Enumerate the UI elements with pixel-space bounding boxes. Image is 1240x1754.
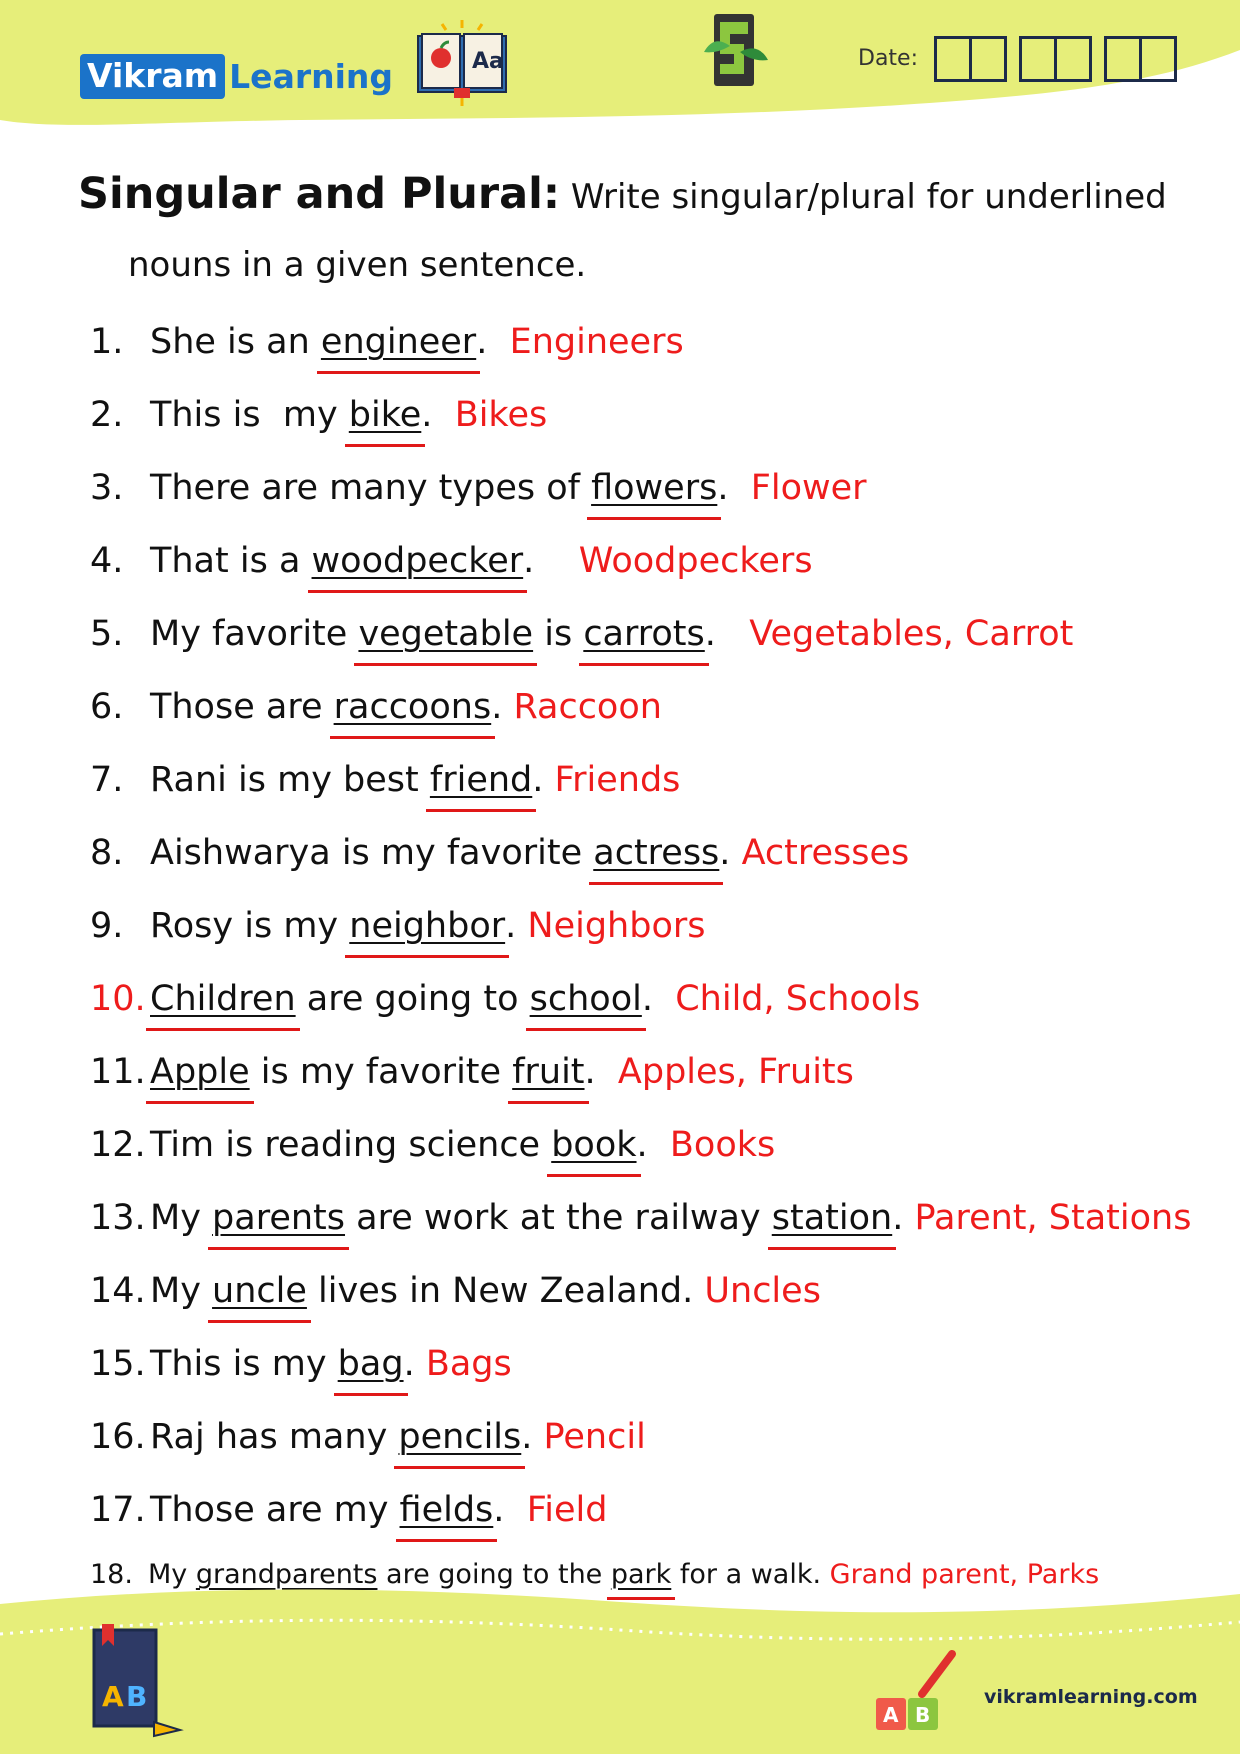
- sentence-text: .: [704, 614, 750, 654]
- exercise-item: [90, 1255, 1191, 1328]
- exercise-item: [90, 890, 1191, 963]
- answer-text: Uncles: [704, 1271, 821, 1311]
- date-year-boxes[interactable]: [1104, 36, 1177, 82]
- sentence-text: .: [505, 906, 528, 946]
- item-sentence: [150, 306, 498, 379]
- item-number: 3.: [90, 468, 124, 508]
- ab-blocks-pencil-icon: [872, 1648, 962, 1734]
- sentence-text: .: [491, 687, 514, 727]
- underlined-noun: flowers: [591, 468, 718, 508]
- underlined-noun: woodpecker: [311, 541, 524, 581]
- date-cell[interactable]: [969, 39, 1004, 79]
- underlined-noun: school: [529, 979, 642, 1019]
- title-instruction-line2: nouns in a given sentence.: [128, 245, 587, 285]
- sentence-text: for a walk.: [671, 1559, 830, 1590]
- underlined-noun: Apple: [150, 1052, 250, 1092]
- item-sentence: [150, 744, 555, 817]
- date-day-boxes[interactable]: [934, 36, 1007, 82]
- sentence-text: .: [532, 760, 555, 800]
- item-sentence: [150, 1109, 670, 1182]
- sentence-text: is: [533, 614, 584, 654]
- underlined-noun: friend: [429, 760, 533, 800]
- sentence-text: Aishwarya is my favorite: [150, 833, 594, 873]
- answer-text: Apples, Fruits: [617, 1052, 854, 1092]
- item-sentence: [150, 963, 675, 1036]
- underlined-noun: fields: [399, 1490, 494, 1530]
- sentence-text: is my favorite: [249, 1052, 513, 1092]
- answer-text: Field: [526, 1490, 608, 1530]
- exercise-item: [90, 671, 1191, 744]
- underlined-noun: Children: [150, 979, 296, 1019]
- sentence-text: .: [521, 1417, 544, 1457]
- underlined-noun: raccoons: [333, 687, 492, 727]
- underlined-noun: uncle: [212, 1271, 307, 1311]
- answer-text: Grand parent, Parks: [829, 1559, 1100, 1590]
- sentence-text: Raj has many: [150, 1417, 399, 1457]
- sentence-text: That is a: [150, 541, 312, 581]
- sentence-text: My: [150, 1198, 213, 1238]
- item-sentence: [150, 817, 742, 890]
- worksheet-title: [78, 160, 1178, 299]
- item-number: 14.: [90, 1271, 146, 1311]
- item-sentence: [150, 525, 579, 598]
- logo-part1: Vikram: [80, 54, 225, 99]
- item-sentence: [150, 890, 527, 963]
- date-cell[interactable]: [937, 39, 969, 79]
- exercise-item: [90, 525, 1191, 598]
- underlined-noun: parents: [212, 1198, 346, 1238]
- book-letter-a: A: [102, 1680, 124, 1713]
- sentence-text: .: [717, 468, 740, 508]
- sentence-text: Rosy is my: [150, 906, 350, 946]
- sentence-text: This is my: [150, 1344, 338, 1384]
- item-sentence: [150, 1401, 544, 1474]
- item-sentence: [150, 671, 513, 744]
- sentence-text: My: [148, 1559, 196, 1590]
- sentence-text: are going to: [295, 979, 530, 1019]
- item-number: 6.: [90, 687, 124, 727]
- exercise-item: [90, 452, 1191, 525]
- date-cell[interactable]: [1022, 39, 1054, 79]
- date-cell[interactable]: [1139, 39, 1174, 79]
- item-number: 8.: [90, 833, 124, 873]
- exercise-item: [90, 1474, 1191, 1547]
- sentence-text: .: [523, 541, 579, 581]
- underlined-noun: neighbor: [349, 906, 506, 946]
- underlined-noun: fruit: [512, 1052, 585, 1092]
- item-number: 11.: [90, 1052, 146, 1092]
- sentence-text: She is an: [150, 322, 321, 362]
- item-sentence: [150, 598, 749, 671]
- item-number: 10.: [90, 979, 146, 1019]
- underlined-noun: book: [551, 1125, 637, 1165]
- answer-text: Woodpeckers: [578, 541, 813, 581]
- ab-book-icon: [84, 1622, 188, 1740]
- item-number: 18.: [90, 1559, 133, 1590]
- item-sentence: [150, 1328, 426, 1401]
- item-number: 1.: [90, 322, 124, 362]
- item-number: 7.: [90, 760, 124, 800]
- sentence-text: Those are my: [150, 1490, 400, 1530]
- item-sentence: [150, 1182, 914, 1255]
- item-number: 16.: [90, 1417, 146, 1457]
- exercise-item: [90, 1036, 1191, 1109]
- title-heading: Singular and Plural:: [78, 169, 561, 219]
- exercise-item: [90, 744, 1191, 817]
- item-number: 2.: [90, 395, 124, 435]
- answer-text: Parent, Stations: [914, 1198, 1192, 1238]
- underlined-noun: bag: [337, 1344, 404, 1384]
- exercise-item: [90, 963, 1191, 1036]
- footer-website-url[interactable]: vikramlearning.com: [984, 1686, 1198, 1708]
- answer-text: Engineers: [498, 322, 684, 362]
- exercise-list: [90, 306, 1191, 1603]
- vikram-learning-logo: [80, 54, 393, 98]
- block-letter-b: B: [915, 1703, 931, 1727]
- answer-text: Raccoon: [513, 687, 662, 727]
- exercise-item: [90, 598, 1191, 671]
- title-instruction-line1: Write singular/plural for underlined: [570, 177, 1167, 217]
- book-letter-b: B: [126, 1680, 148, 1713]
- answer-text: Actresses: [741, 833, 910, 873]
- exercise-item: [90, 379, 1191, 452]
- answer-text: Child, Schools: [675, 979, 921, 1019]
- sentence-text: .: [493, 1490, 527, 1530]
- sentence-text: This is my: [150, 395, 349, 435]
- underlined-noun: grandparents: [195, 1559, 378, 1590]
- sentence-text: .: [403, 1344, 426, 1384]
- exercise-item: [90, 1401, 1191, 1474]
- sentence-text: My favorite: [150, 614, 359, 654]
- exercise-item: [90, 1109, 1191, 1182]
- sentence-text: .: [641, 979, 676, 1019]
- item-number: 15.: [90, 1344, 146, 1384]
- underlined-noun: bike: [348, 395, 422, 435]
- date-month-boxes[interactable]: [1019, 36, 1092, 82]
- answer-text: Friends: [554, 760, 681, 800]
- underlined-noun: station: [771, 1198, 893, 1238]
- sentence-text: .: [636, 1125, 670, 1165]
- item-sentence: [150, 1474, 527, 1547]
- sentence-text: .: [421, 395, 444, 435]
- sentence-text: .: [476, 322, 499, 362]
- logo-part2: Learning: [229, 56, 394, 96]
- answer-text: Neighbors: [527, 906, 706, 946]
- date-label: Date:: [858, 46, 918, 71]
- item-number: 13.: [90, 1198, 146, 1238]
- item-sentence: [150, 379, 444, 452]
- answer-text: Pencil: [543, 1417, 646, 1457]
- answer-text: Bikes: [443, 395, 548, 435]
- item-number: 9.: [90, 906, 124, 946]
- sentence-text: are going to the: [377, 1559, 611, 1590]
- item-number: 4.: [90, 541, 124, 581]
- item-sentence: [150, 1255, 704, 1328]
- sentence-text: My: [150, 1271, 213, 1311]
- item-number: 17.: [90, 1490, 146, 1530]
- date-input-boxes[interactable]: [934, 36, 1177, 82]
- exercise-item: [90, 306, 1191, 379]
- number-five-plant-icon: [700, 12, 772, 88]
- abc-book-icon: [412, 18, 512, 108]
- sentence-text: Rani is my best: [150, 760, 430, 800]
- exercise-item: [90, 1182, 1191, 1255]
- item-number: 12.: [90, 1125, 146, 1165]
- answer-text: Bags: [425, 1344, 512, 1384]
- sentence-text: Tim is reading science: [150, 1125, 552, 1165]
- exercise-item: [90, 817, 1191, 890]
- item-sentence: [150, 452, 740, 525]
- item-number: 5.: [90, 614, 124, 654]
- sentence-text: There are many types of: [150, 468, 592, 508]
- exercise-item: [90, 1328, 1191, 1401]
- answer-text: Flower: [739, 468, 867, 508]
- date-cell[interactable]: [1107, 39, 1139, 79]
- sentence-text: are work at the railway: [345, 1198, 772, 1238]
- sentence-text: Those are: [150, 687, 334, 727]
- answer-text: Vegetables, Carrot: [749, 614, 1074, 654]
- item-sentence: [150, 1036, 618, 1109]
- svg-text:Aa: Aa: [472, 49, 504, 74]
- underlined-noun: actress: [593, 833, 720, 873]
- sentence-text: .: [719, 833, 742, 873]
- underlined-noun: park: [610, 1559, 672, 1590]
- underlined-noun: carrots: [583, 614, 705, 654]
- answer-text: Books: [669, 1125, 776, 1165]
- block-letter-a: A: [883, 1703, 899, 1727]
- date-cell[interactable]: [1054, 39, 1089, 79]
- sentence-text: .: [584, 1052, 618, 1092]
- sentence-text: .: [892, 1198, 915, 1238]
- underlined-noun: pencils: [398, 1417, 522, 1457]
- underlined-noun: vegetable: [358, 614, 534, 654]
- underlined-noun: engineer: [320, 322, 477, 362]
- sentence-text: lives in New Zealand.: [306, 1271, 705, 1311]
